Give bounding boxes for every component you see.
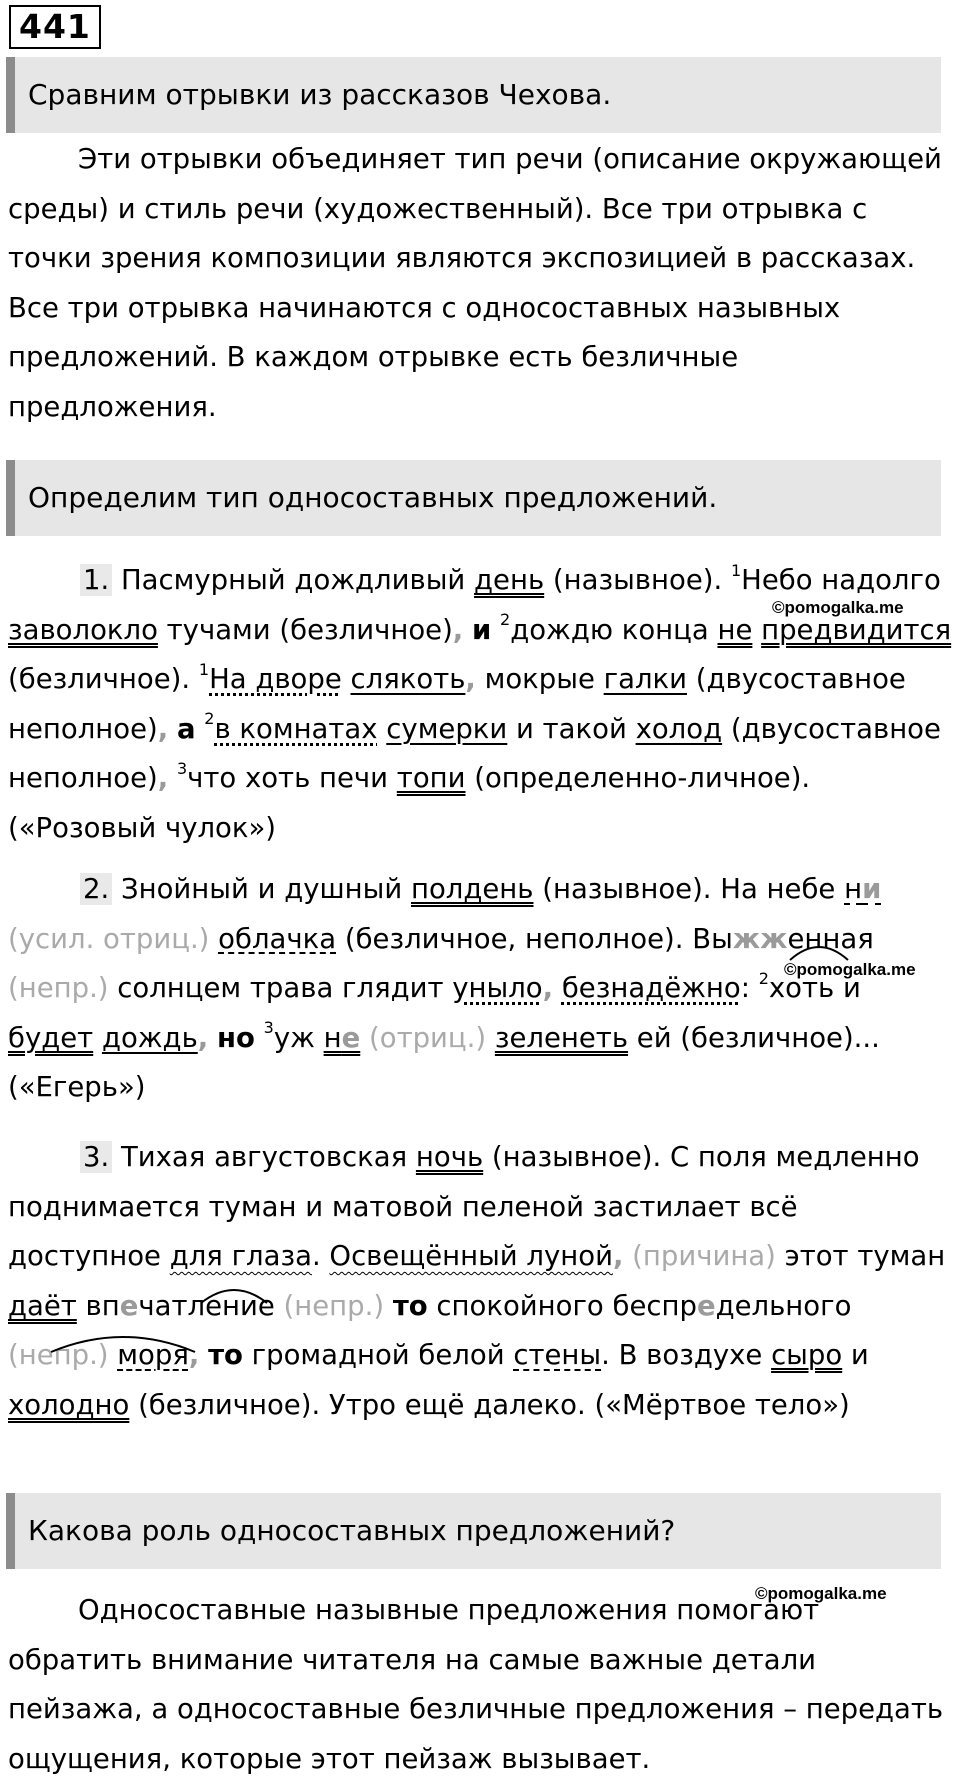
item-number: 3. [80, 1141, 112, 1173]
predicate: не [717, 613, 753, 646]
comma-mark: , [197, 1021, 209, 1054]
clause-index: 3 [176, 758, 188, 778]
clause-index: 1 [198, 659, 210, 679]
text: енная [787, 922, 874, 955]
watermark: ©pomogalka.me [755, 1584, 887, 1603]
text: дождю конца [510, 613, 718, 646]
text: чатление [138, 1289, 284, 1322]
text: (безличное). Утро ещё далеко. («Мёртвое тело») [129, 1388, 850, 1421]
section-header-types: Определим тип односоставных предложений. [6, 460, 941, 536]
text: Пасмурный дождливый [112, 564, 475, 596]
note-gray: (непр.) [8, 1339, 109, 1371]
clause-index: 3 [263, 1018, 274, 1038]
text: что хоть печи [187, 762, 397, 794]
text: (назывное). [544, 564, 731, 596]
note-gray: (усил. отриц.) [8, 922, 210, 955]
clause-index: 2 [204, 709, 215, 729]
text: громадной белой [242, 1339, 514, 1371]
comma-mark: , [188, 1339, 200, 1371]
conjunction: то [208, 1339, 243, 1371]
note-gray: (непр.) [283, 1289, 385, 1322]
text: тучами (безличное) [157, 613, 453, 646]
highlighted-letter: е [119, 1289, 139, 1322]
object: моря [117, 1339, 189, 1371]
text: Небо надолго [741, 564, 941, 596]
comma-mark: , [157, 712, 169, 745]
text: р [679, 1289, 697, 1322]
conjunction: и [472, 613, 492, 646]
subject: дождь [101, 1021, 198, 1054]
conjunction: то [392, 1289, 428, 1322]
highlighted-letter: е [696, 1289, 716, 1322]
intro-paragraph [8, 135, 953, 432]
text: (определенно-личное). («Розовый чулок») [8, 762, 811, 844]
comma-mark: , [542, 972, 554, 1004]
root-arc-icon [198, 1283, 270, 1305]
predicate: будет [8, 1021, 94, 1054]
item-number: 2. [80, 873, 112, 905]
particle: ни [844, 873, 882, 905]
text: (безличное, неполное). Вы [336, 922, 733, 955]
predicate: ночь [415, 1141, 484, 1173]
predicate: заволокло [8, 613, 158, 646]
predicate: зеленеть [494, 1021, 629, 1054]
subject: галки [603, 663, 687, 695]
particle: не [323, 1021, 361, 1054]
root-arc-icon [48, 1330, 198, 1354]
item-number: 1. [80, 564, 112, 596]
text: (назывное). С поля медленно поднимается туман и матовой пеленой застилает всё доступное [8, 1141, 920, 1272]
text: мокрые [475, 663, 604, 695]
conjunction: а [176, 712, 196, 745]
text: вп [76, 1289, 120, 1322]
adverbial: в комнатах [214, 712, 378, 745]
predicate: полдень [410, 873, 534, 905]
text: . [311, 1240, 330, 1272]
note-gray: (непр.) [8, 972, 109, 1004]
text: и такой [507, 712, 636, 745]
object: для глаза [169, 1240, 312, 1272]
text: солнцем трава глядит [108, 972, 453, 1004]
text: Тихая августовская [112, 1141, 416, 1173]
predicate: топи [396, 762, 466, 794]
comma-mark: , [452, 613, 464, 646]
watermark: ©pomogalka.me [772, 598, 904, 617]
predicate: день [474, 564, 545, 596]
conclusion-text: Односоставные назывные предложения помогают обратить внимание читателя на самые важные детали пейзажа, а односоставные безличные предложения – передать ощущения, которые этот пейзаж вызывает. [8, 1594, 944, 1775]
conjunction: но [216, 1021, 255, 1054]
adverbial: На дворе [209, 663, 342, 695]
task-number: 441 [9, 5, 101, 49]
note-gray: (причина) [632, 1240, 776, 1272]
predicate: даёт [8, 1289, 77, 1322]
comma-mark: , [157, 762, 169, 794]
text: Знойный и душный [112, 873, 411, 905]
predicate: сыро [771, 1339, 843, 1371]
watermark: ©pomogalka.me [784, 960, 916, 979]
text: (двусоставное неполное) [8, 663, 906, 745]
text: уж [273, 1021, 324, 1054]
clause-index: 2 [758, 968, 769, 988]
object: стены [513, 1339, 602, 1371]
text: этот туман [775, 1240, 946, 1272]
text: дельного [715, 1289, 852, 1322]
example-paragraph-3 [8, 1133, 953, 1430]
predicate: предвидится [761, 613, 952, 646]
text: ей (безличное)... («Егерь») [8, 1021, 880, 1103]
text: : [740, 972, 759, 1004]
predicate: холодно [8, 1388, 130, 1421]
clause-index: 2 [500, 610, 511, 630]
comma-mark: , [465, 663, 476, 695]
example-paragraph-2 [8, 865, 953, 1113]
text: (безличное). [8, 663, 199, 695]
text: (двусоставное неполное) [8, 712, 941, 794]
subject: сумерки [386, 712, 508, 745]
highlighted-letters: жж [732, 922, 788, 955]
text: (назывное). На небе [533, 873, 845, 905]
root-arc-icon [787, 940, 851, 962]
text: спокойного бесп [427, 1289, 680, 1322]
adverbial: безнадёжно [561, 972, 741, 1004]
text: хоть и [768, 972, 861, 1004]
clause-index: 1 [730, 560, 742, 580]
participial-phrase: Освещённый луной [329, 1240, 613, 1272]
object: облачка [218, 922, 337, 955]
section-header-compare: Сравним отрывки из рассказов Чехова. [6, 57, 941, 133]
subject: слякоть [350, 663, 466, 695]
adverbial: уныло [452, 972, 543, 1004]
subject: холод [635, 712, 723, 745]
note-gray: (отриц.) [369, 1021, 487, 1054]
intro-text: Эти отрывки объединяет тип речи (описание окружающей среды) и стиль речи (художественный). Все три отрывка с точки зрения композиции являются экспозицией в рассказах. Все три отрывка начинаются с односоставных назывных предложений. В каждом отрывке есть безличные предложения. [8, 143, 942, 423]
text: и [842, 1339, 869, 1371]
text: . В воздухе [601, 1339, 772, 1371]
conclusion-paragraph [8, 1586, 953, 1784]
comma-mark: , [612, 1240, 624, 1272]
section-header-role: Какова роль односоставных предложений? [6, 1493, 941, 1569]
